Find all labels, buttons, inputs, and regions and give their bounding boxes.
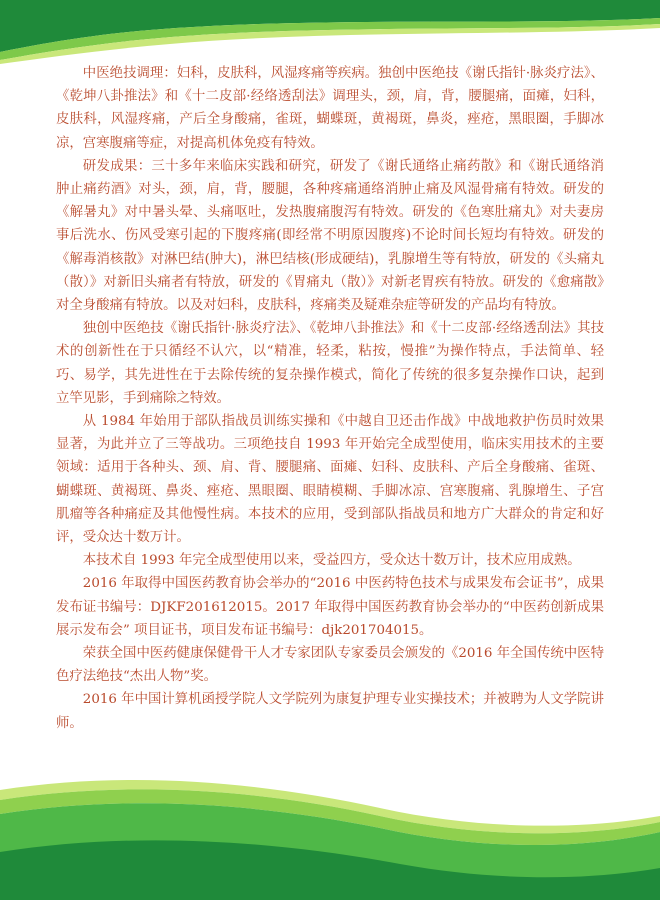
paragraph-award: 荣获全国中医药健康保健骨干人才专家团队专家委员会颁发的《2016 年全国传统中医特色疗法绝技“杰出人物”奖。 bbox=[56, 646, 604, 685]
paragraph-treatments: 中医绝技调理：妇科，皮肤科，风湿疼痛等疾病。独创中医绝技《谢氏指针·脉炎疗法》、《乾坤八卦推法》和《十二皮部·经络透刮法》调理头，颈，肩，背，腰腿痛，面瘫，妇科，皮肤科，风湿疼痛，产后全身酸痛，雀斑，蝴蝶斑，黄褐斑，鼻炎，痤疮，黑眼圈，手脚冰凉，宫寒腹痛等症，对提高机体免疫有特效。 bbox=[56, 66, 604, 151]
paragraph-maturity: 本技术自 1993 年完全成型使用以来，受益四方，受众达十数万计，技术应用成熟。 bbox=[82, 553, 581, 569]
body-text bbox=[56, 62, 604, 735]
paragraph-lecturer: 2016 年中国计算机函授学院人文学院列为康复护理专业实操技术；并被聘为人文学院讲师。 bbox=[56, 692, 604, 731]
top-green-wave-decoration bbox=[0, 0, 660, 70]
paragraph-certificates: 2016 年取得中国医药教育协会举办的“2016 中医药特色技术与成果发布会证书”，成果发布证书编号：DJKF201612015。2017 年取得中国医药教育协会举办的“中医药创新成果展示发布会” 项目证书，项目发布证书编号：djk201704015。 bbox=[56, 576, 604, 638]
paragraph-innovation: 独创中医绝技《谢氏指针·脉炎疗法》、《乾坤八卦推法》和《十二皮部·经络透刮法》其技术的创新性在于只循经不认穴，以“精准，轻柔，粘按，慢推”为操作特点，手法简单、轻巧、易学，其先进性在于去除传统的复杂操作模式，简化了传统的很多复杂操作口诀，起到立竿见影，手到痛除之特效。 bbox=[56, 321, 604, 406]
bottom-green-wave-decoration bbox=[0, 760, 660, 900]
paragraph-history: 从 1984 年始用于部队指战员训练实操和《中越自卫还击作战》中战地救护伤员时效果显著，为此并立了三等战功。三项绝技自 1993 年开始完全成型使用，临床实用技术的主要领域：适用于各种头、颈、肩、背、腰腿痛、面瘫、妇科、皮肤科、产后全身酸痛、雀斑、蝴蝶斑、黄褐斑、鼻炎、痤疮、黑眼圈、眼睛模糊、手脚冰凉、宫寒腹痛、乳腺增生、子宫肌瘤等各种痛症及其他慢性病。本技术的应用，受到部队指战员和地方广大群众的肯定和好评，受众达十数万计。 bbox=[56, 414, 604, 546]
paragraph-research: 研发成果：三十多年来临床实践和研究，研发了《谢氏通络止痛药散》和《谢氏通络消肿止痛药酒》对头，颈，肩，背，腰腿，各种疼痛通络消肿止痛及风湿骨痛有特效。研发的《解暑丸》对中暑头晕、头痛呕吐，发热腹痛腹泻有特效。研发的《色寒肚痛丸》对夫妻房事后洗水、伤风受寒引起的下腹疼痛(即经常不明原因腹疼)不论时间长短均有特效。研发的《解毒消核散》对淋巴结(肿大)，淋巴结核(形成硬结)，乳腺增生等有特放，研发的《头痛丸（散）》对新旧头痛者有特放，研发的《胃痛丸（散）》对新老胃疾有特放。研发的《愈痛散》对全身酸痛有特放。以及对妇科，皮肤科，疼痛类及疑难杂症等研发的产品均有特放。 bbox=[56, 158, 604, 314]
